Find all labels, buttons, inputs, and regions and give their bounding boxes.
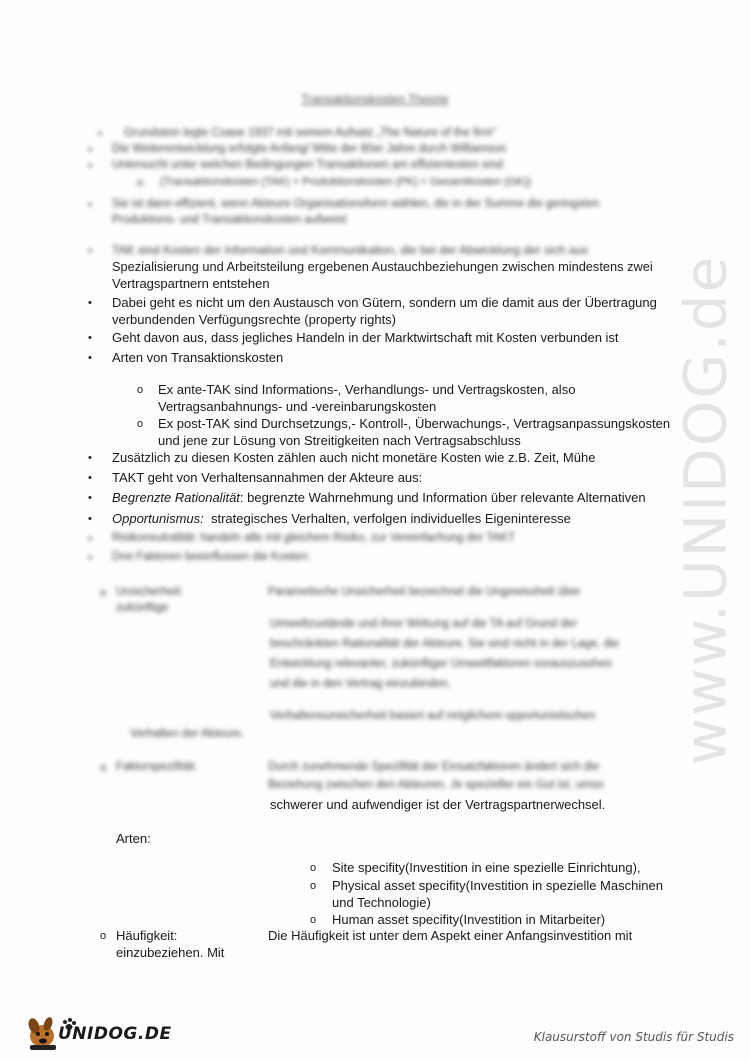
bullet-1: • bbox=[98, 128, 102, 140]
line-23: Drei Faktoren beeinflussen die Kosten: bbox=[112, 551, 311, 563]
line-44: einzubeziehen. Mit bbox=[116, 945, 225, 960]
page-title: Transaktionskosten Theorie bbox=[301, 92, 449, 106]
circle-6: o bbox=[310, 862, 317, 874]
line-24: Unsicherheit: bbox=[116, 586, 184, 598]
footer-tagline: Klausurstoff von Studis für Studis bbox=[533, 1030, 734, 1044]
line-37: Arten: bbox=[116, 831, 151, 846]
line-8: Spezialisierung und Arbeitsteilung ergebenen Austauchbeziehungen zwischen mindestens zwei bbox=[112, 259, 653, 274]
bullet-4: • bbox=[88, 199, 92, 211]
line-6: Produktions- und Transaktionskosten aufweist bbox=[112, 214, 347, 226]
line-28: beschränkten Rationalität der Akteure. Sie sind nicht in der Lage, die bbox=[270, 638, 620, 650]
line-16: Ex post-TAK sind Durchsetzungs,- Kontroll-, Überwachungs-, Vertragsanpassungskosten bbox=[158, 416, 671, 431]
line-22: Risikoneutralität: handeln alle mit gleichem Risiko, zur Vereinfachung der TAKT bbox=[112, 532, 515, 544]
circle-8: o bbox=[310, 914, 317, 926]
circle-2: o bbox=[137, 384, 144, 396]
line-27: Umweltzustände und ihrer Wirkung auf die TA auf Grund der bbox=[270, 618, 578, 630]
circle-3: o bbox=[137, 418, 144, 430]
bullet-9: • bbox=[88, 452, 92, 464]
line-11: verbundenden Verfügungsrechte (property rights) bbox=[112, 312, 397, 327]
line-21: Opportunismus: strategisches Verhalten, verfolgen individuelles Eigeninteresse bbox=[112, 511, 571, 526]
circle-9: o bbox=[100, 930, 107, 942]
line-39: Physical asset specifity(Investition in spezielle Maschinen bbox=[332, 878, 663, 893]
line-34: Durch zunehmende Spezifität der Einsatzfaktoren ändert sich die bbox=[268, 761, 600, 773]
line-29: Entwicklung relevanter, zukünftiger Umweltfaktoren vorauszusehen bbox=[270, 658, 612, 670]
line-4: (Transaktionskosten (TAK) + Produktionskosten (PK) = Gesamtkosten (GK)) bbox=[160, 176, 532, 188]
line-12: Geht davon aus, dass jegliches Handeln in der Marktwirtschaft mit Kosten verbunden ist bbox=[112, 330, 619, 345]
line-7: TAK sind Kosten der Information und Kommunikation, die bei der Abwicklung der sich aus bbox=[112, 243, 589, 257]
line-5: Sie ist dann effizient, wenn Akteure Organisationsform wählen, die in der Summe die geringsten bbox=[112, 198, 600, 210]
line-30: und die in den Vertrag einzubinden. bbox=[270, 678, 451, 690]
line-25: zukünftige bbox=[116, 602, 169, 614]
circle-4: o bbox=[100, 587, 107, 599]
line-38: Site specifity(Investition in eine spezielle Einrichtung), bbox=[332, 860, 641, 875]
line-43: Die Häufigkeit ist unter dem Aspekt einer Anfangsinvestition mit bbox=[268, 928, 633, 943]
bullet-3: • bbox=[88, 160, 92, 172]
line-31: Verhaltensunsicherheit basiert auf möglichem opportunistischen bbox=[270, 710, 596, 722]
line-26: Parametische Unsicherheit bezeichnet die Ungewissheit über bbox=[268, 586, 581, 598]
line-17: und jene zur Lösung von Streitigkeiten nach Vertragsabschluss bbox=[158, 433, 521, 448]
bullet-7: • bbox=[88, 332, 92, 344]
bullet-2: • bbox=[88, 144, 92, 156]
bullet-6: • bbox=[88, 297, 92, 309]
bullet-10: • bbox=[88, 472, 92, 484]
bullet-5: • bbox=[88, 245, 92, 257]
line-14: Ex ante-TAK sind Informations-, Verhandlungs- und Vertragskosten, also bbox=[158, 382, 576, 397]
line-42: Häufigkeit: bbox=[116, 928, 178, 943]
line-32: Verhalten der Akteure. bbox=[130, 728, 244, 740]
line-9: Vertragspartnern entstehen bbox=[112, 276, 270, 291]
line-18: Zusätzlich zu diesen Kosten zählen auch nicht monetäre Kosten wie z.B. Zeit, Mühe bbox=[112, 450, 596, 465]
line-33: Faktorspezifität: bbox=[116, 761, 198, 773]
bullet-8: • bbox=[88, 352, 92, 364]
line-36: schwerer und aufwendiger ist der Vertragspartnerwechsel. bbox=[270, 797, 606, 812]
bullet-11: • bbox=[88, 492, 92, 504]
line-10: Dabei geht es nicht um den Austausch von Gütern, sondern um die damit aus der Übertragung bbox=[112, 295, 657, 310]
line-3: Untersucht unter welchen Bedingungen Transaktionen am effizientesten sind bbox=[112, 159, 504, 171]
line-20: Begrenzte Rationalität: begrenzte Wahrnehmung und Information über relevante Alternativen bbox=[112, 490, 646, 505]
circle-5: o bbox=[100, 762, 107, 774]
line-15: Vertragsanbahnungs- und -vereinbarungskosten bbox=[158, 399, 437, 414]
bullet-13: • bbox=[88, 533, 92, 545]
line-19: TAKT geht von Verhaltensannahmen der Akteure aus: bbox=[112, 470, 423, 485]
circle-1: o bbox=[137, 177, 144, 189]
line-2: Die Weiterentwicklung erfolgte Anfang/ Mitte der 80er Jahre durch Williamson bbox=[112, 143, 507, 155]
circle-7: o bbox=[310, 880, 317, 892]
logo-text: UNIDOG.DE bbox=[58, 1024, 172, 1044]
line-1: Grundstein legte Coase 1937 mit seinem Aufsatz „The Nature of the firm“ bbox=[124, 127, 497, 139]
watermark: www.UNIDOG.de bbox=[671, 254, 739, 766]
bullet-14: • bbox=[88, 552, 92, 564]
line-41: Human asset specifity(Investition in Mitarbeiter) bbox=[332, 912, 606, 927]
line-40: und Technologie) bbox=[332, 895, 431, 910]
line-13: Arten von Transaktionskosten bbox=[112, 350, 284, 365]
line-35: Beziehung zwischen den Akteuren. Je spezieller ein Gut ist, umso bbox=[268, 779, 604, 791]
bullet-12: • bbox=[88, 513, 92, 525]
